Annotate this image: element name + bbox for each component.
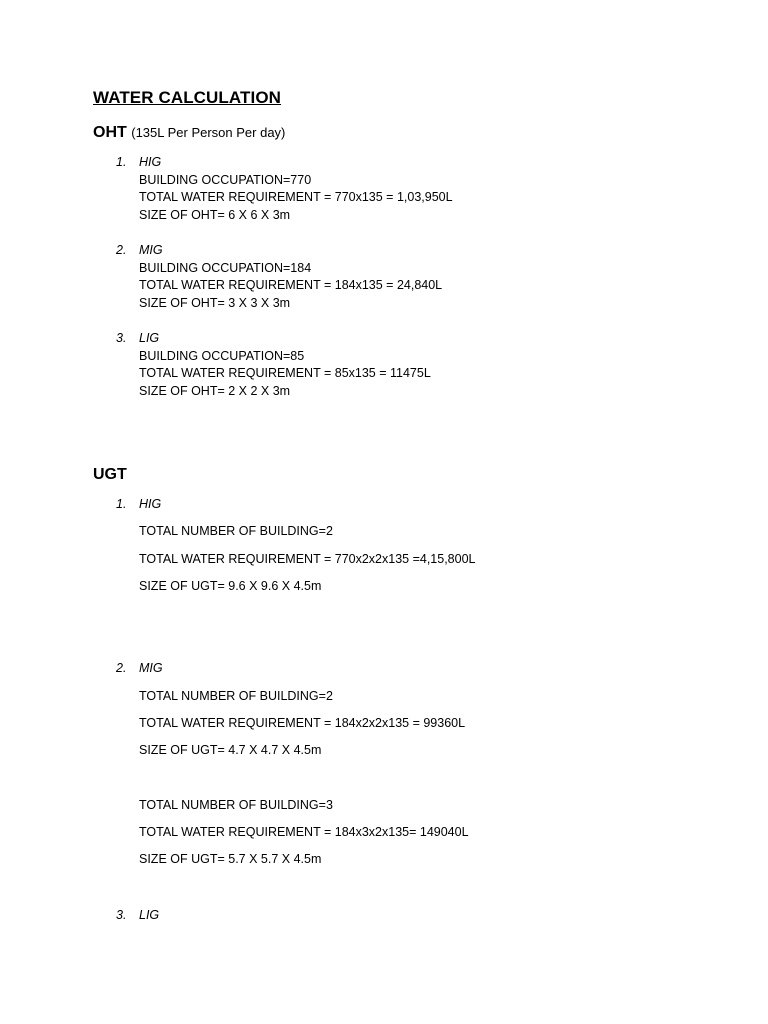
oht-heading: OHT	[93, 124, 127, 141]
ugt-item-1-line-3: SIZE OF UGT= 9.6 X 9.6 X 4.5m	[139, 579, 322, 593]
ugt-item-2-line-5: TOTAL WATER REQUIREMENT = 184x3x2x135= 149040L	[139, 825, 469, 839]
ugt-item-1-number: 1.	[116, 497, 127, 511]
oht-item-2-line-2: TOTAL WATER REQUIREMENT = 184x135 = 24,840L	[139, 278, 443, 292]
ugt-item-3-name: LIG	[139, 908, 160, 922]
oht-item-1-line-2: TOTAL WATER REQUIREMENT = 770x135 = 1,03,950L	[139, 190, 453, 204]
oht-item-2-name: MIG	[139, 243, 163, 257]
oht-item-3-line-3: SIZE OF OHT= 2 X 2 X 3m	[139, 384, 291, 398]
ugt-item-1-line-1: TOTAL NUMBER OF BUILDING=2	[139, 524, 333, 538]
ugt-item-3-number: 3.	[116, 908, 127, 922]
document-title: WATER CALCULATION	[93, 88, 282, 107]
oht-item-3-line-2: TOTAL WATER REQUIREMENT = 85x135 = 11475L	[139, 366, 431, 380]
ugt-item-2-line-6: SIZE OF UGT= 5.7 X 5.7 X 4.5m	[139, 852, 322, 866]
ugt-item-1-line-2: TOTAL WATER REQUIREMENT = 770x2x2x135 =4,15,800L	[139, 552, 476, 566]
ugt-item-2-line-1: TOTAL NUMBER OF BUILDING=2	[139, 689, 333, 703]
ugt-item-2-line-3: SIZE OF UGT= 4.7 X 4.7 X 4.5m	[139, 743, 322, 757]
ugt-item-2-line-2: TOTAL WATER REQUIREMENT = 184x2x2x135 = 99360L	[139, 716, 466, 730]
ugt-item-2-line-4: TOTAL NUMBER OF BUILDING=3	[139, 798, 333, 812]
ugt-item-2-name: MIG	[139, 661, 163, 675]
oht-item-1-line-3: SIZE OF OHT= 6 X 6 X 3m	[139, 208, 291, 222]
oht-item-3-line-1: BUILDING OCCUPATION=85	[139, 349, 305, 363]
oht-item-3-name: LIG	[139, 331, 160, 345]
ugt-item-2-number: 2.	[116, 661, 127, 675]
oht-item-3-number: 3.	[116, 331, 127, 345]
oht-item-1-number: 1.	[116, 155, 127, 169]
ugt-item-1-name: HIG	[139, 497, 162, 511]
oht-item-1-name: HIG	[139, 155, 162, 169]
oht-item-2-line-1: BUILDING OCCUPATION=184	[139, 261, 312, 275]
oht-item-2-line-3: SIZE OF OHT= 3 X 3 X 3m	[139, 296, 291, 310]
oht-item-1-line-1: BUILDING OCCUPATION=770	[139, 173, 312, 187]
ugt-heading: UGT	[93, 466, 127, 483]
oht-subheading: (135L Per Person Per day)	[131, 125, 286, 140]
oht-heading-row	[93, 124, 285, 142]
oht-item-2-number: 2.	[116, 243, 127, 257]
